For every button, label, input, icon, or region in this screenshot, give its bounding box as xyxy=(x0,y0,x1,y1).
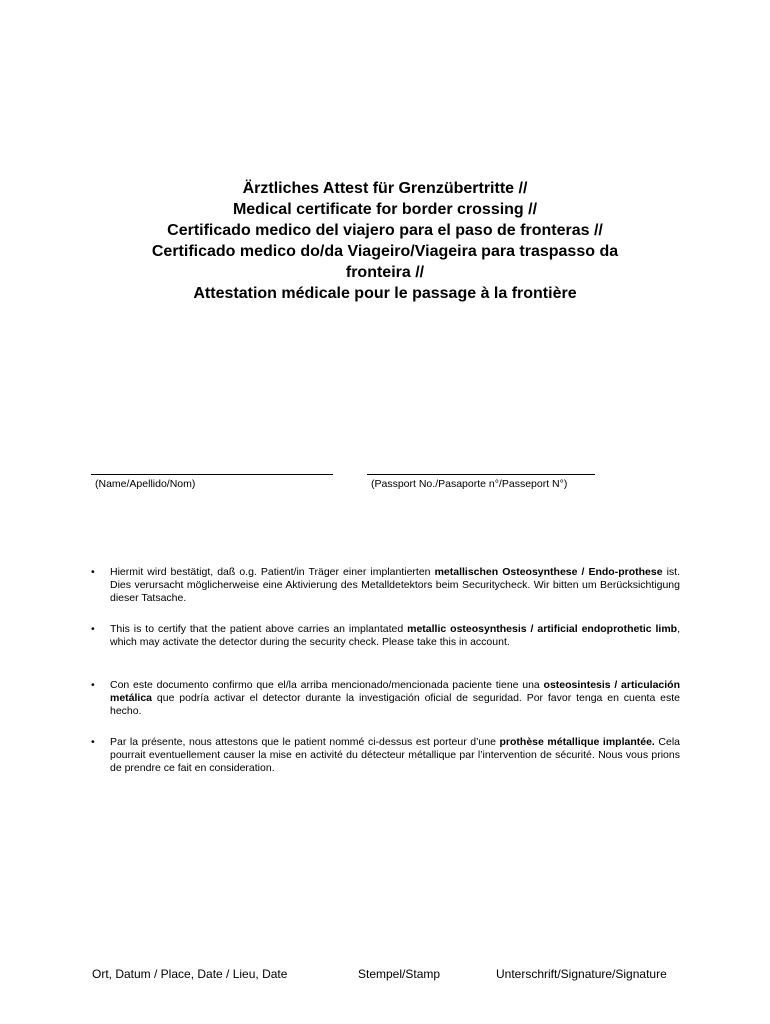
statement-spanish-bold: osteosintesis / articulación metálica xyxy=(110,679,680,704)
statement-german-text-end: ist. Dies verursacht möglicherweise eine Aktivierung des Metalldetektors beim Securitycheck. Wir bitten um Berücksichtigung dieser Tatsache. xyxy=(110,566,680,604)
statement-french-text: Par la présente, nous attestons que le patient nommé ci-dessus est porteur d’une xyxy=(110,736,500,748)
name-underline xyxy=(91,474,333,475)
stamp-label: Stempel/Stamp xyxy=(358,967,441,981)
passport-label: (Passport No./Pasaporte n°/Passeport N°) xyxy=(371,478,568,490)
statement-german-text: Hiermit wird bestätigt, daß o.g. Patient/in Träger einer implantierten xyxy=(110,566,435,578)
statement-french-text-end: Cela pourrait eventuellement causer la mise en activité du détecteur métallique par l’intervention de sécurité. Nous vous prions de prendre ce fait en consideration. xyxy=(110,736,680,774)
title-line-spanish: Certificado medico del viajero para el paso de fronteras // xyxy=(167,222,603,239)
statement-spanish xyxy=(91,679,680,718)
signature-label: Unterschrift/Signature/Signature xyxy=(496,967,667,981)
place-date-label: Ort, Datum / Place, Date / Lieu, Date xyxy=(92,967,288,981)
statement-german xyxy=(91,566,680,605)
title-line-portuguese: Certificado medico do/da Viageiro/Viageira para traspasso da xyxy=(151,243,619,260)
bullet-icon: • xyxy=(91,623,95,635)
bullet-icon: • xyxy=(91,736,95,748)
title-line-french: Attestation médicale pour le passage à la frontière xyxy=(193,285,577,302)
statement-english-text-end: , which may activate the detector during the security check. Please take this in account. xyxy=(110,623,681,648)
statement-list xyxy=(91,566,680,775)
statement-english-text: This is to certify that the patient above carries an implantated xyxy=(110,623,408,635)
passport-field[interactable] xyxy=(367,474,595,491)
document-title xyxy=(60,178,710,304)
bullet-icon: • xyxy=(91,566,95,578)
bullet-icon: • xyxy=(91,679,95,691)
passport-underline xyxy=(367,474,595,475)
statement-german-bold: metallischen Osteosynthese / Endo-prothese xyxy=(434,566,663,578)
title-line-german: Ärztliches Attest für Grenzübertritte // xyxy=(242,180,528,197)
title-line-portuguese-cont: fronteira // xyxy=(345,264,425,281)
title-line-english: Medical certificate for border crossing // xyxy=(232,201,538,218)
name-field[interactable] xyxy=(91,474,333,491)
statement-french-bold: prothèse métallique implantée. xyxy=(499,736,655,748)
statement-french xyxy=(91,736,680,775)
statement-spanish-text-end: que podría activar el detector durante la investigación oficial de seguridad. Por favor tenga en cuenta este hecho. xyxy=(110,692,680,717)
statement-spanish-text: Con este documento confirmo que el/la arriba mencionado/mencionada paciente tiene una xyxy=(110,679,544,691)
statement-english xyxy=(91,623,680,649)
name-label: (Name/Apellido/Nom) xyxy=(95,478,196,490)
statement-english-bold: metallic osteosynthesis / artificial endoprothetic limb xyxy=(407,623,678,635)
